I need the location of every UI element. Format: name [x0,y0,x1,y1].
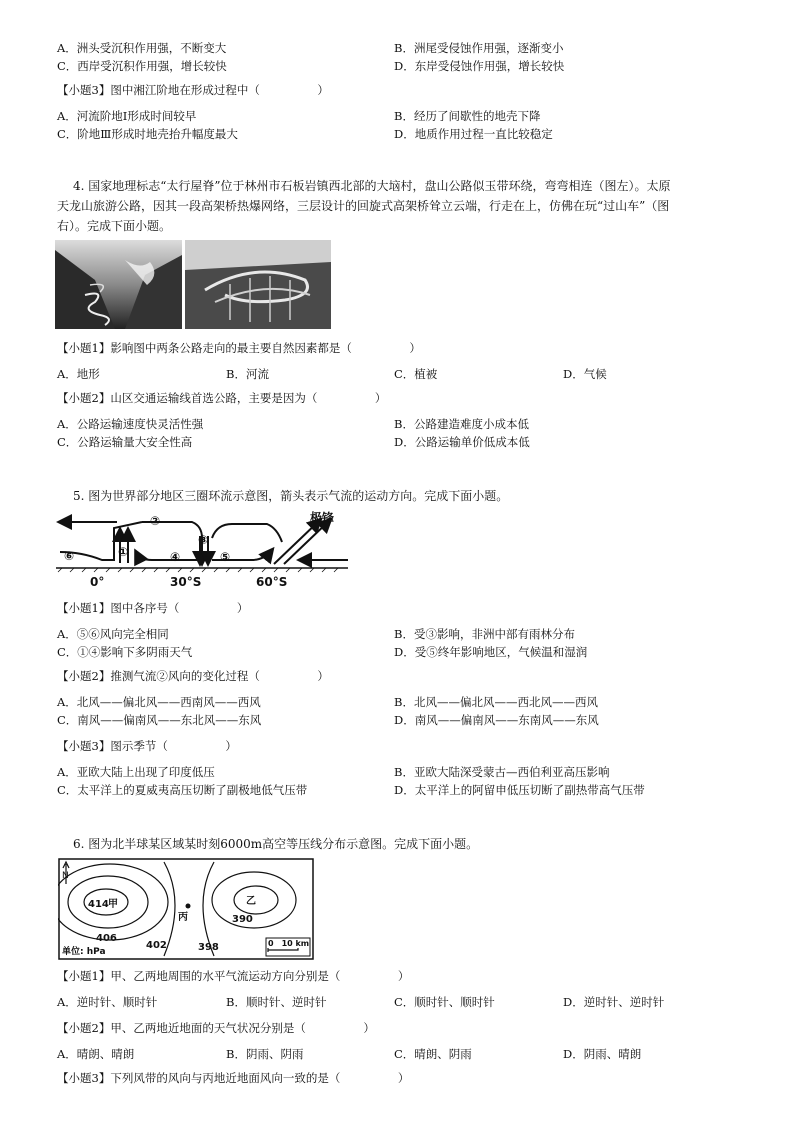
q3-sub3-option-c: C．阶地Ⅲ形成时地壳抬升幅度最大 [57,127,238,141]
q5-sub2-option-c: C．南风——偏南风——东北风——东风 [57,713,262,727]
q6-sub1-option-b: B．顺时针、逆时针 [226,995,327,1009]
q6-sub2-stem: 【小题2】甲、乙两地近地面的天气状况分别是（ ） [57,1021,375,1035]
q5-sub2-option-a: A．北风——偏北风——西南风——西风 [57,695,261,709]
option-c: C．西岸受沉积作用强，增长较快 [57,59,227,73]
q4-sub2-option-b: B．公路建造难度小成本低 [394,417,529,431]
q6-sub2-option-d: D．阴雨、晴朗 [563,1047,642,1061]
atmospheric-circulation-diagram [52,508,352,592]
q4-sub1-option-a: A．地形 [57,367,100,381]
label-n4: ④ [170,550,181,564]
label-n6: ⑥ [64,549,75,563]
label-n2: ② [150,514,161,528]
q5-sub1-option-d: D．受⑤终年影响地区，气候温和湿润 [394,645,588,659]
label-n1: ① [118,545,129,559]
mountain-road-photo [55,240,182,329]
q5-sub2-stem: 【小题2】推测气流②风向的变化过程（ ） [57,669,329,683]
q5-sub3-option-b: B．亚欧大陆深受蒙古—西伯利亚高压影响 [394,765,610,779]
q5-sub3-stem: 【小题3】图示季节（ ） [57,739,237,753]
label-lat-60: 60°S [256,575,288,589]
isobar-map [58,858,314,960]
label-polar-front: 极锋 [310,511,335,525]
label-lat-0: 0° [90,575,105,589]
q4-intro-line3: 右）。完成下面小题。 [57,219,172,233]
option-d: D．东岸受侵蚀作用强，增长较快 [394,59,565,73]
q4-sub1-option-b: B．河流 [226,367,269,381]
q3-sub3-option-b: B．经历了间歇性的地壳下降 [394,109,541,123]
label-406: 406 [96,933,117,944]
q5-sub3-option-c: C．太平洋上的夏威夷高压切断了副极地低气压带 [57,783,308,797]
q4-sub2-option-a: A．公路运输速度快灵活性强 [57,417,204,431]
q5-sub1-option-c: C．①④影响下多阴雨天气 [57,645,193,659]
q6-sub2-option-c: C．晴朗、阴雨 [394,1047,472,1061]
q6-sub1-option-a: A．逆时针、顺时针 [57,995,158,1009]
q3-sub3-stem: 【小题3】图中湘江阶地在形成过程中（ ） [57,83,329,97]
q5-sub1-stem: 【小题1】图中各序号（ ） [57,601,249,615]
north-label: N [62,871,69,881]
q4-sub2-option-d: D．公路运输单价低成本低 [394,435,530,449]
q5-sub3-option-a: A．亚欧大陆上出现了印度低压 [57,765,215,779]
q6-sub1-stem: 【小题1】甲、乙两地周围的水平气流运动方向分别是（ ） [57,969,410,983]
q5-intro: 5. 图为世界部分地区三圈环流示意图，箭头表示气流的运动方向。完成下面小题。 [73,489,509,503]
q4-intro-line1: 4. 国家地理标志“太行屋脊”位于林州市石板岩镇西北部的大垴村，盘山公路似玉带环绕，弯弯相连（图左）。太原 [73,179,671,193]
q4-sub1-option-c: C．植被 [394,367,438,381]
label-398: 398 [198,942,219,953]
label-bing: 丙 [178,912,188,923]
option-b: B．洲尾受侵蚀作用强，逐渐变小 [394,41,564,55]
label-jia: 甲 [108,899,118,910]
q5-sub2-option-b: B．北风——偏北风——西北风——西风 [394,695,598,709]
q6-sub2-option-b: B．阴雨、阴雨 [226,1047,304,1061]
q3-sub3-option-d: D．地质作用过程一直比较稳定 [394,127,553,141]
q4-sub1-stem: 【小题1】影响图中两条公路走向的最主要自然因素都是（ ） [57,341,421,355]
q6-sub3-stem: 【小题3】下列风带的风向与丙地近地面风向一致的是（ ） [57,1071,410,1085]
q5-sub1-option-a: A．⑤⑥风向完全相同 [57,627,169,641]
option-a: A．洲头受沉积作用强，不断变大 [57,41,227,55]
q5-sub2-option-d: D．南风——偏南风——东南风——东风 [394,713,599,727]
label-390: 390 [232,914,253,925]
label-yi: 乙 [246,896,256,907]
label-402: 402 [146,940,167,951]
q4-intro-line2: 天龙山旅游公路，因其一段高架桥热爆网络，三层设计的回旋式高架桥耸立云端，行走在上，仿佛在玩“过山车”（图 [57,199,670,213]
q4-sub2-option-c: C．公路运输量大安全性高 [57,435,193,449]
q6-intro: 6. 图为北半球某区域某时刻6000m高空等压线分布示意图。完成下面小题。 [73,837,479,851]
scale-label: 0 10 km [268,939,310,948]
q6-sub2-option-a: A．晴朗、晴朗 [57,1047,135,1061]
label-n5: ⑤ [220,550,231,564]
q5-sub1-option-b: B．受③影响，非洲中部有雨林分布 [394,627,575,641]
viaduct-photo [185,240,331,329]
label-414: 414 [88,899,109,910]
label-n3: ③ [198,533,209,547]
label-lat-30: 30°S [170,575,202,589]
q3-sub3-option-a: A．河流阶地Ⅰ形成时间较早 [57,109,197,123]
unit-label: 单位: hPa [62,947,106,957]
q4-sub1-option-d: D．气候 [563,367,607,381]
q6-sub1-option-d: D．逆时针、逆时针 [563,995,665,1009]
q6-sub1-option-c: C．顺时针、顺时针 [394,995,495,1009]
q5-sub3-option-d: D．太平洋上的阿留申低压切断了副热带高气压带 [394,783,645,797]
q4-sub2-stem: 【小题2】山区交通运输线首选公路，主要是因为（ ） [57,391,387,405]
